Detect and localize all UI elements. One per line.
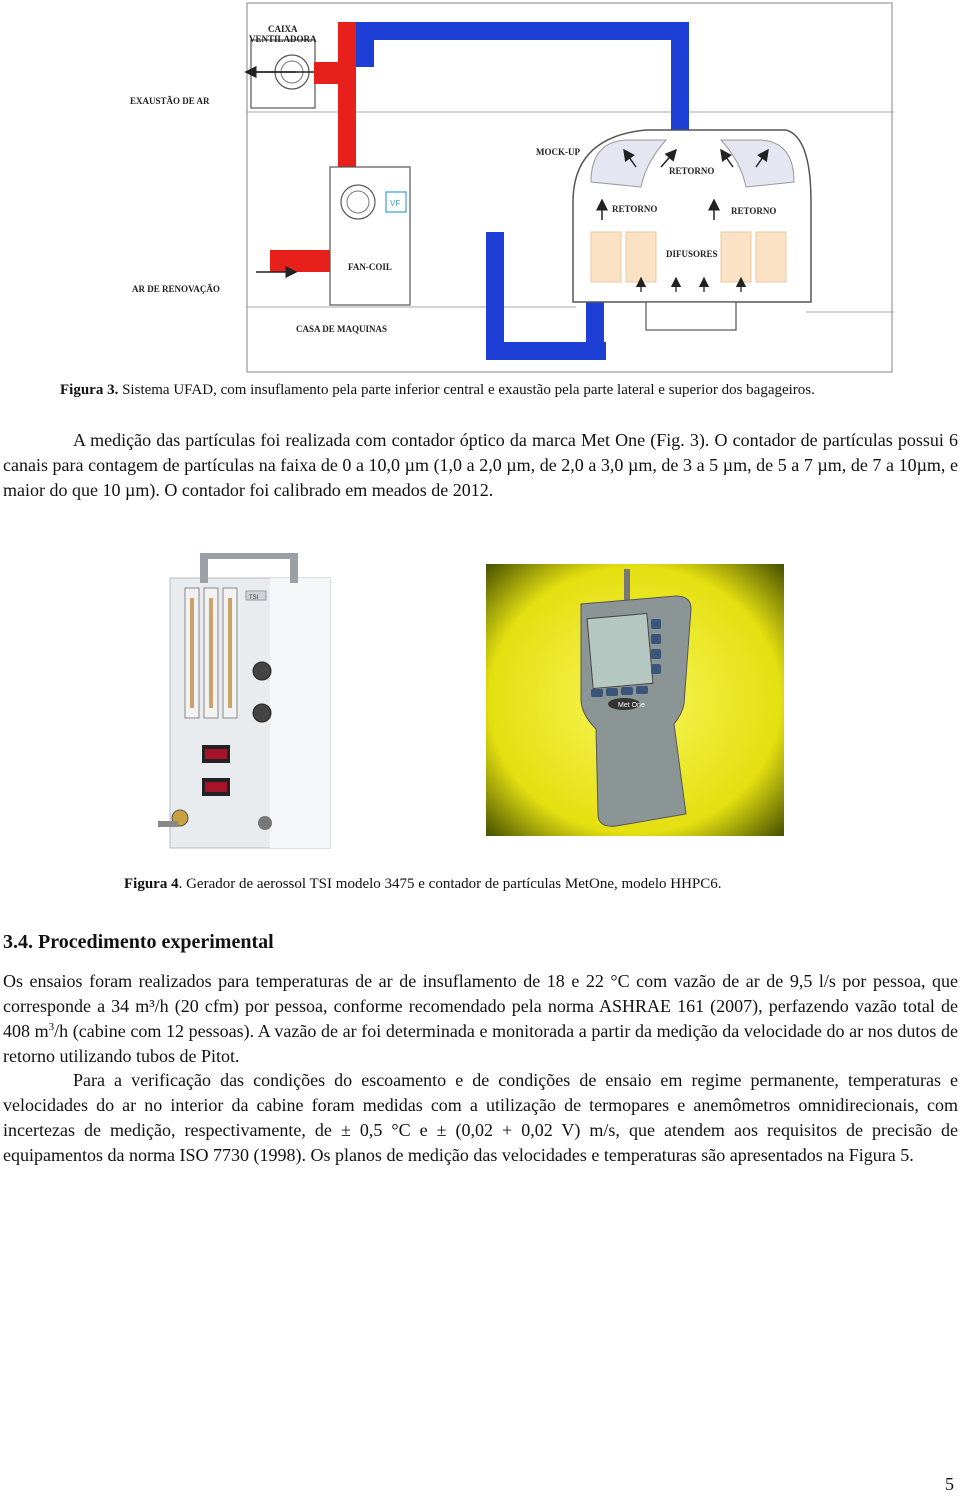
label-caixa-2: VENTILADORA [249, 34, 317, 44]
paragraph3-text: Para a verificação das condições do escoamento e de condições de ensaio em regime permanente, temperaturas e velocidades do ar no interior da cabine foram medidas com a utilização de termopares e anemômetros omnidirecionais, com incertezas de medição, respectivamente, de ± 0,5 °C e ± (0,02 + 0,02 V) m/s, que atendem aos requisitos de precisão de equipamentos da norma ISO 7730 (1998). Os planos de medição das velocidades e temperaturas são apresentados na Figura 5. [3, 1070, 958, 1165]
label-retorno-left: RETORNO [612, 204, 658, 214]
tsi-badge: TSI [249, 595, 259, 601]
counter-screen [587, 614, 653, 689]
paragraph2-part1: Os ensaios foram realizados para temperaturas de ar de insuflamento de 18 e 22 °C com vazão de ar de 9,5 l/s por pessoa, que corresponde a 34 m³/h (20 cfm) por pessoa, conforme recomendado pela norma ASHRAE 161 (2007), perfazendo vazão total de 408 m [3, 971, 958, 1041]
figure3-label: Figura 3. [60, 382, 119, 398]
fan-box [251, 40, 315, 108]
page-number: 5 [945, 1474, 954, 1494]
label-fancoil: FAN-COIL [348, 262, 392, 272]
label-difusores: DIFUSORES [666, 249, 718, 259]
metone-brand: Met One [618, 702, 645, 709]
metone-counter-photo [486, 564, 784, 836]
label-ar-renovacao: AR DE RENOVAÇÃO [132, 284, 220, 294]
section-number: 3.4. [3, 931, 33, 953]
section-heading [3, 931, 274, 954]
rotameters [185, 588, 237, 718]
label-caixa-1: CAIXA [268, 24, 298, 34]
paragraph-particle-counter [3, 428, 958, 503]
label-exaustao: EXAUSTÃO DE AR [130, 96, 210, 106]
section-title: Procedimento experimental [38, 931, 274, 953]
figure3-caption [60, 380, 815, 400]
paragraph-measurement [3, 1068, 958, 1168]
paragraph2-sup: 3 [48, 1021, 55, 1033]
ufad-system-diagram [130, 2, 894, 374]
label-retorno-top: RETORNO [669, 166, 715, 176]
figure4-label: Figura 4 [124, 876, 179, 892]
label-casa-maquinas: CASA DE MAQUINAS [296, 324, 388, 334]
label-vf: VF [390, 199, 401, 208]
fancoil-box [330, 167, 410, 305]
figure4-caption [124, 874, 722, 894]
label-retorno-right: RETORNO [731, 206, 777, 216]
figure3-text: Sistema UFAD, com insuflamento pela parte inferior central e exaustão pela parte lateral e superior dos bagageiros. [118, 382, 815, 398]
tsi-aerosol-generator-photo [150, 553, 340, 858]
paragraph1-text: A medição das partículas foi realizada com contador óptico da marca Met One (Fig. 3). O contador de partículas possui 6 canais para contagem de partículas na faixa de 0 a 10,0 µm (1,0 a 2,0 µm, de 2,0 a 3,0 µm, de 3 a 5 µm, de 5 a 7 µm, de 7 a 10µm, e maior do que 10 µm). O contador foi calibrado em meados de 2012. [3, 430, 958, 500]
paragraph2-part2: /h (cabine com 12 pessoas). A vazão de ar foi determinada e monitorada a partir da medição da velocidade do ar nos dutos de retorno utilizando tubos de Pitot. [3, 1021, 958, 1066]
label-mockup: MOCK-UP [536, 147, 580, 157]
floor-plenum [646, 302, 736, 330]
figure4-text: . Gerador de aerossol TSI modelo 3475 e contador de partículas MetOne, modelo HHPC6. [178, 876, 722, 892]
paragraph-test-conditions [3, 969, 958, 1069]
